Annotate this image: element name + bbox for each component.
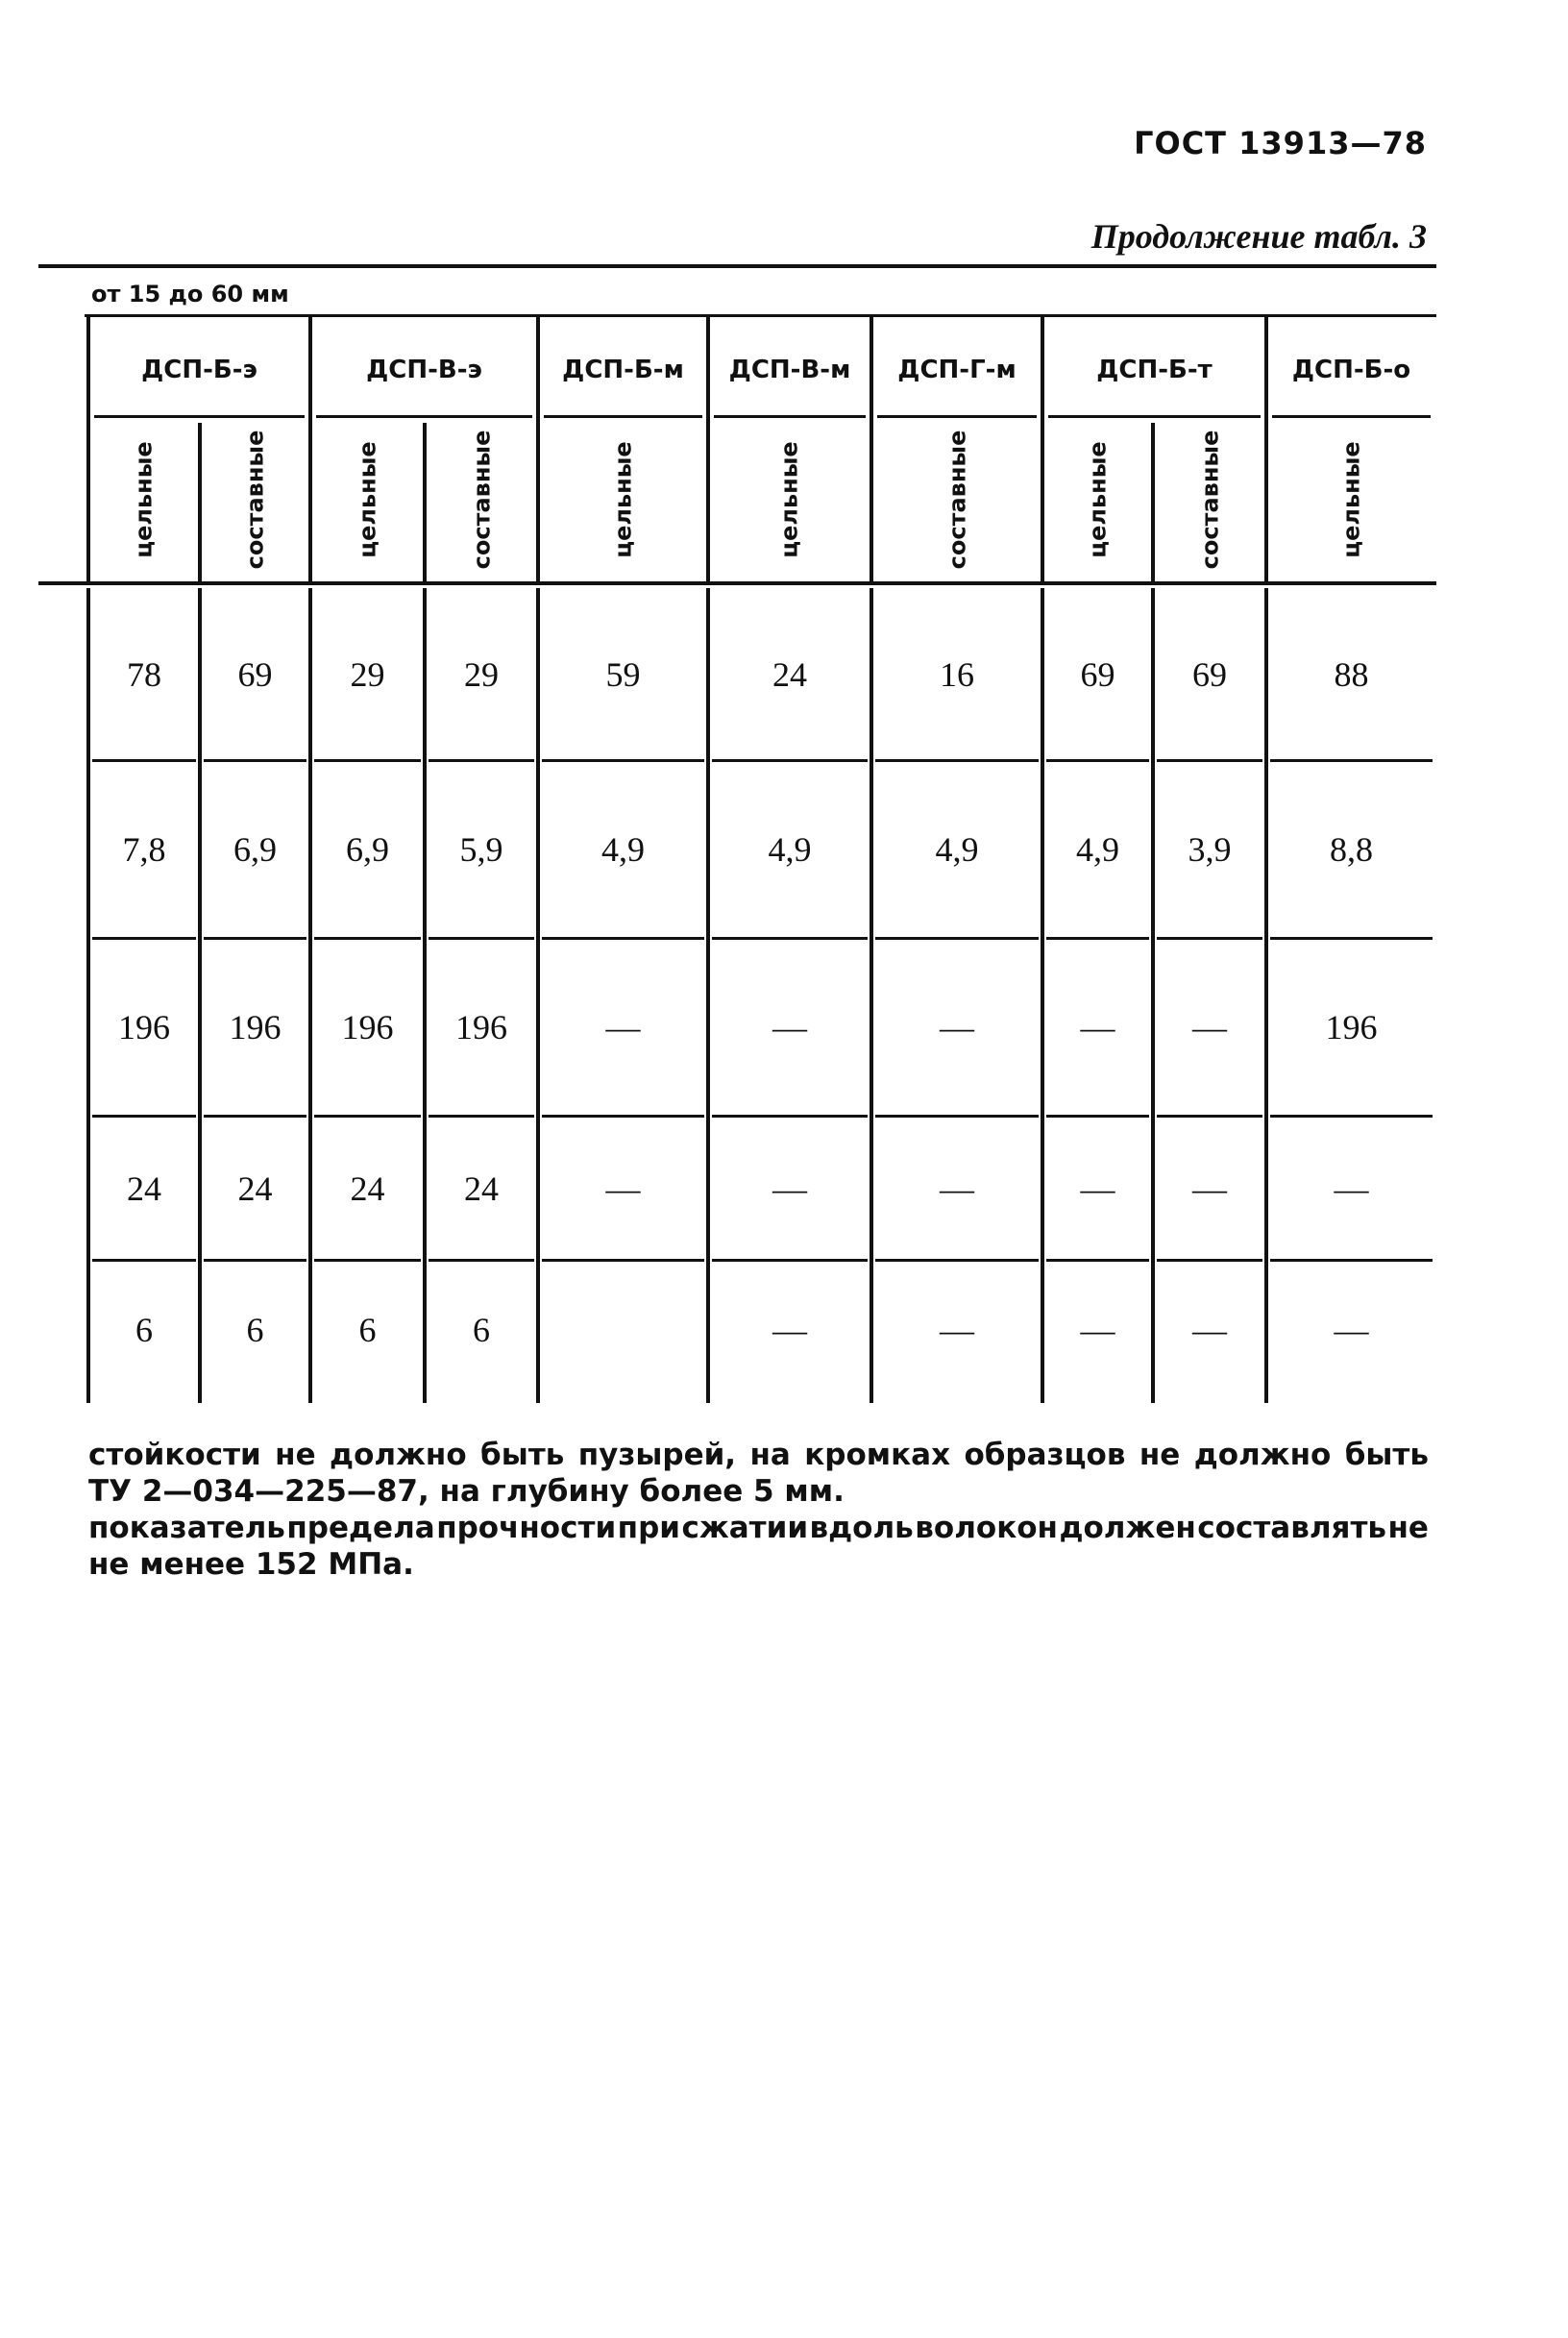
- row-separator: [314, 937, 421, 940]
- subheader-text: составные: [1196, 430, 1224, 570]
- row-separator: [542, 1259, 704, 1262]
- table-cell: 16: [940, 654, 974, 694]
- row-separator: [712, 1115, 868, 1118]
- notes-line-1-word: стойкости: [88, 1438, 261, 1472]
- subheader-label: [425, 428, 538, 572]
- subheader-label: [200, 428, 310, 572]
- group-header: ДСП-Б-э: [141, 356, 257, 384]
- group-underline: [94, 415, 305, 418]
- table-cell: 69: [237, 654, 273, 694]
- notes-line-1-word: образцов: [964, 1438, 1126, 1472]
- table-cell: 24: [237, 1169, 273, 1208]
- group-underline: [1048, 415, 1261, 418]
- table-cell: 6: [473, 1311, 490, 1349]
- table-cell: 7,8: [122, 830, 166, 869]
- group-header: ДСП-В-э: [366, 356, 482, 384]
- group-header: ДСП-Г-м: [897, 356, 1017, 384]
- row-separator: [204, 937, 306, 940]
- row-separator: [712, 937, 868, 940]
- column-divider: [706, 317, 710, 581]
- table-cell: 196: [118, 1008, 170, 1046]
- subheader-label: [88, 428, 200, 572]
- table-cell: —: [1334, 1169, 1369, 1208]
- row-separator: [1046, 759, 1149, 762]
- column-divider: [1151, 423, 1155, 581]
- table-cell: —: [1192, 1008, 1227, 1046]
- table-cell: 88: [1334, 654, 1369, 694]
- column-divider: [198, 423, 202, 581]
- table-cell: —: [605, 1008, 641, 1046]
- row-separator: [92, 937, 196, 940]
- notes-line-1-word: на: [749, 1438, 791, 1472]
- group-header: ДСП-В-м: [728, 356, 851, 384]
- subheader-text: составные: [468, 430, 496, 570]
- group-header: ДСП-Б-м: [562, 356, 684, 384]
- subheader-text: цельные: [1337, 441, 1365, 558]
- notes-line-1-word: не: [275, 1438, 316, 1472]
- group-underline: [877, 415, 1037, 418]
- row-separator: [314, 759, 421, 762]
- row-separator: [875, 937, 1039, 940]
- row-separator: [1157, 1259, 1262, 1262]
- group-underline: [316, 415, 532, 418]
- row-separator: [1157, 759, 1262, 762]
- subheader-text: составные: [943, 430, 970, 570]
- column-divider: [308, 588, 312, 1403]
- table-cell: 78: [127, 654, 161, 694]
- row-separator: [1046, 1115, 1149, 1118]
- column-divider: [1041, 317, 1044, 581]
- row-separator: [875, 1259, 1039, 1262]
- table-cell: 8,8: [1330, 830, 1373, 869]
- row-separator: [92, 1259, 196, 1262]
- subheader-text: цельные: [1084, 441, 1112, 558]
- table-cell: 29: [464, 654, 499, 694]
- table-cell: 69: [1080, 654, 1115, 694]
- subheader-label: [1266, 428, 1436, 572]
- table-cell: 69: [1192, 654, 1227, 694]
- row-separator: [92, 759, 196, 762]
- group-underline: [1272, 415, 1431, 418]
- row-separator: [429, 937, 534, 940]
- notes-line-2: ТУ 2—034—225—87, на глубину более 5 мм.: [88, 1474, 845, 1509]
- row-separator: [1270, 1115, 1433, 1118]
- notes: [88, 1437, 1429, 1583]
- subheader-text: цельные: [131, 441, 159, 558]
- column-divider: [536, 588, 540, 1403]
- notes-line-3-word: должен: [1059, 1511, 1196, 1545]
- table-cell: 196: [229, 1008, 282, 1046]
- row-separator: [1157, 1115, 1262, 1118]
- header-rule: [85, 314, 1436, 317]
- table-cell: —: [772, 1311, 807, 1349]
- table-cell: 6,9: [233, 830, 277, 869]
- row-separator: [314, 1259, 421, 1262]
- column-divider: [308, 317, 312, 581]
- table-cell: —: [605, 1169, 641, 1208]
- row-separator: [1046, 1259, 1149, 1262]
- table-cell: —: [1080, 1169, 1115, 1208]
- table-cell: 3,9: [1188, 830, 1232, 869]
- table-cell: —: [772, 1169, 807, 1208]
- notes-line-3-word: волокон: [915, 1511, 1058, 1545]
- column-divider: [1264, 588, 1268, 1403]
- subheader-label: [1153, 428, 1266, 572]
- subheader-label: [708, 428, 871, 572]
- row-separator: [542, 759, 704, 762]
- table-cell: 24: [772, 654, 807, 694]
- table-cell: 5,9: [459, 830, 503, 869]
- row-separator: [542, 1115, 704, 1118]
- table-cell: 6: [246, 1311, 264, 1349]
- subheader-rule: [38, 581, 1436, 585]
- table-cell: 24: [350, 1169, 385, 1208]
- notes-line-1-word: не: [1139, 1438, 1181, 1472]
- subheader-label: [538, 428, 708, 572]
- table-cell: —: [772, 1008, 807, 1046]
- column-divider: [423, 423, 427, 581]
- column-divider: [870, 588, 873, 1403]
- column-divider: [1264, 317, 1268, 581]
- table-cell: 24: [464, 1169, 499, 1208]
- notes-line-3: [88, 1510, 1429, 1546]
- row-separator: [429, 1259, 534, 1262]
- row-separator: [875, 1115, 1039, 1118]
- notes-line-3-word: сжатии: [681, 1511, 809, 1545]
- table-cell: —: [940, 1008, 974, 1046]
- table-cell: 59: [605, 654, 641, 694]
- row-separator: [204, 1259, 306, 1262]
- table-cell: 6: [358, 1311, 377, 1349]
- notes-line-1-word: пузырей,: [577, 1438, 737, 1472]
- table-cell: 6,9: [346, 830, 389, 869]
- row-separator: [875, 759, 1039, 762]
- table-cell: 196: [341, 1008, 394, 1046]
- range-note: от 15 до 60 мм: [91, 281, 289, 308]
- row-separator: [1157, 937, 1262, 940]
- notes-line-3-word: вдоль: [809, 1511, 914, 1545]
- table-cell: —: [1192, 1311, 1227, 1349]
- subheader-text: составные: [241, 430, 269, 570]
- table-top-rule: [38, 264, 1436, 268]
- subheader-label: [1042, 428, 1153, 572]
- notes-line-1-word: должно: [330, 1438, 467, 1472]
- row-separator: [204, 1115, 306, 1118]
- column-divider: [423, 588, 427, 1403]
- column-divider: [198, 588, 202, 1403]
- table-cell: 4,9: [601, 830, 645, 869]
- table-cell: 4,9: [768, 830, 812, 869]
- row-separator: [1270, 759, 1433, 762]
- table-continuation-label: Продолжение табл. 3: [1090, 217, 1427, 256]
- table-cell: 196: [455, 1008, 507, 1046]
- notes-line-1: [88, 1437, 1429, 1473]
- page-header: ГОСТ 13913—78: [1134, 125, 1427, 161]
- group-header: ДСП-Б-т: [1096, 356, 1213, 384]
- table-cell: 29: [350, 654, 385, 694]
- table-cell: 4,9: [1076, 830, 1119, 869]
- table-cell: 4,9: [935, 830, 979, 869]
- row-separator: [204, 759, 306, 762]
- row-separator: [314, 1115, 421, 1118]
- column-divider: [1041, 588, 1044, 1403]
- subheader-label: [310, 428, 425, 572]
- notes-line-4: не менее 152 МПа.: [88, 1547, 414, 1582]
- notes-line-3-word: показатель: [88, 1511, 285, 1545]
- table-cell: —: [940, 1169, 974, 1208]
- notes-line-3-word: предела: [286, 1511, 435, 1545]
- group-header: ДСП-Б-о: [1291, 356, 1411, 384]
- column-divider: [706, 588, 710, 1403]
- table-cell: 6: [135, 1311, 153, 1349]
- row-separator: [542, 937, 704, 940]
- column-divider: [870, 317, 873, 581]
- row-separator: [92, 1115, 196, 1118]
- row-separator: [429, 759, 534, 762]
- column-divider: [86, 588, 90, 1403]
- row-separator: [1270, 937, 1433, 940]
- notes-line-1-word: должно: [1193, 1438, 1332, 1472]
- table-cell: —: [1192, 1169, 1227, 1208]
- notes-line-3-word: прочности: [436, 1511, 617, 1545]
- column-divider: [86, 317, 90, 581]
- group-underline: [714, 415, 866, 418]
- table-cell: —: [1080, 1008, 1115, 1046]
- column-divider: [536, 317, 540, 581]
- notes-line-1-word: быть: [480, 1438, 565, 1472]
- row-separator: [1046, 937, 1149, 940]
- subheader-text: цельные: [609, 441, 637, 558]
- table-cell: 24: [127, 1169, 161, 1208]
- table-cell: —: [1334, 1311, 1369, 1349]
- subheader-text: цельные: [775, 441, 803, 558]
- subheader-label: [871, 428, 1042, 572]
- group-underline: [544, 415, 702, 418]
- table-cell: —: [940, 1311, 974, 1349]
- notes-line-1-word: кромках: [804, 1438, 951, 1472]
- notes-line-3-word: при: [617, 1511, 680, 1545]
- table-cell: —: [1080, 1311, 1115, 1349]
- row-separator: [429, 1115, 534, 1118]
- notes-line-3-word: составлять: [1197, 1511, 1387, 1545]
- notes-line-1-word: быть: [1344, 1438, 1429, 1472]
- subheader-text: цельные: [354, 441, 381, 558]
- row-separator: [712, 759, 868, 762]
- table-cell: 196: [1325, 1008, 1378, 1046]
- notes-line-3-word: не: [1387, 1511, 1429, 1545]
- row-separator: [1270, 1259, 1433, 1262]
- column-divider: [1151, 588, 1155, 1403]
- row-separator: [712, 1259, 868, 1262]
